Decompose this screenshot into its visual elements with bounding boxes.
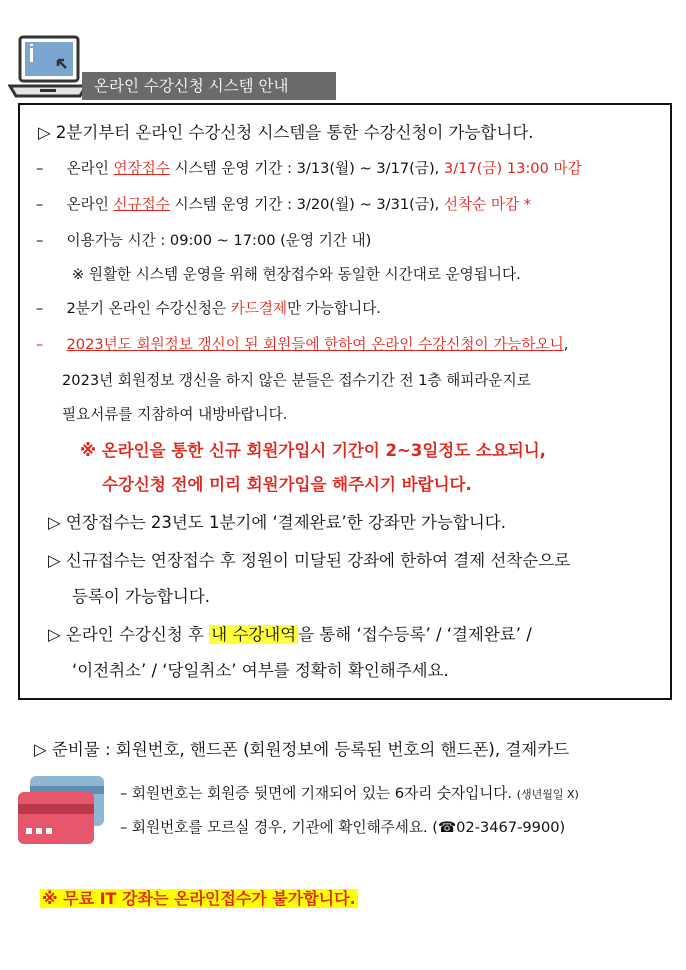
warning-line-1: ※ 온라인을 통한 신규 회원가입시 기간이 2~3일정도 소요되니, xyxy=(80,441,546,460)
contact-note: – 회원번호를 모르실 경우, 기관에 확인해주세요. (☎02-3467-9900) xyxy=(120,819,566,836)
info-box xyxy=(18,103,672,700)
renewal-line-2: 2023년 회원정보 갱신을 하지 않은 분들은 접수기간 전 1층 해피라운지로 xyxy=(62,372,531,389)
renewal-line: – 2023년도 회원정보 갱신이 된 회원들에 한하여 온라인 수강신청이 가능하오니, xyxy=(36,336,569,353)
free-it-notice: ※ 무료 IT 강좌는 온라인접수가 불가합니다. xyxy=(42,889,356,908)
warning-line-2: 수강신청 전에 미리 회원가입을 해주시기 바랍니다. xyxy=(102,475,472,494)
check-line-2: ‘이전취소’ / ‘당일취소’ 여부를 정확히 확인해주세요. xyxy=(72,661,449,680)
renewal-line-3: 필요서류를 지참하여 내방바랍니다. xyxy=(62,406,288,423)
new-rule-line-2: 등록이 가능합니다. xyxy=(72,587,211,606)
new-rule-line: ▷ 신규접수는 연장접수 후 정원이 미달된 강좌에 한하여 결제 선착순으로 xyxy=(48,551,571,570)
usage-time-line: – 이용가능 시간 : 09:00 ~ 17:00 (운영 기간 내) xyxy=(36,232,372,249)
extend-rule-line: ▷ 연장접수는 23년도 1분기에 ‘결제완료’한 강좌만 가능합니다. xyxy=(48,513,506,532)
check-line: ▷ 온라인 수강신청 후 내 수강내역 을 통해 ‘접수등록’ / ‘결제완료’ / xyxy=(48,625,532,644)
operation-note: ※ 원활한 시스템 운영을 위해 현장접수와 동일한 시간대로 운영됩니다. xyxy=(72,266,521,283)
credit-card-icon xyxy=(16,774,106,846)
new-period-line: – 온라인 신규접수 시스템 운영 기간 : 3/20(월) ~ 3/31(금), 선착순 마감 * xyxy=(36,196,531,213)
header-title: 온라인 수강신청 시스템 안내 xyxy=(82,72,336,100)
card-only-line: – 2분기 온라인 수강신청은 카드결제만 가능합니다. xyxy=(36,300,381,317)
my-courses-highlight: 내 수강내역 xyxy=(211,625,297,644)
member-number-note: – 회원번호는 회원증 뒷면에 기재되어 있는 6자리 숫자입니다. (생년월일 X) xyxy=(120,785,579,802)
extend-period-line: – 온라인 연장접수 시스템 운영 기간 : 3/13(월) ~ 3/17(금), 3/17(금) 13:00 마감 xyxy=(36,160,582,177)
prep-title: ▷ 준비물 : 회원번호, 핸드폰 (회원정보에 등록된 번호의 핸드폰), 결제카드 xyxy=(34,740,570,759)
laptop-icon xyxy=(8,34,88,100)
intro-line: ▷ 2분기부터 온라인 수강신청 시스템을 통한 수강신청이 가능합니다. xyxy=(38,123,534,142)
